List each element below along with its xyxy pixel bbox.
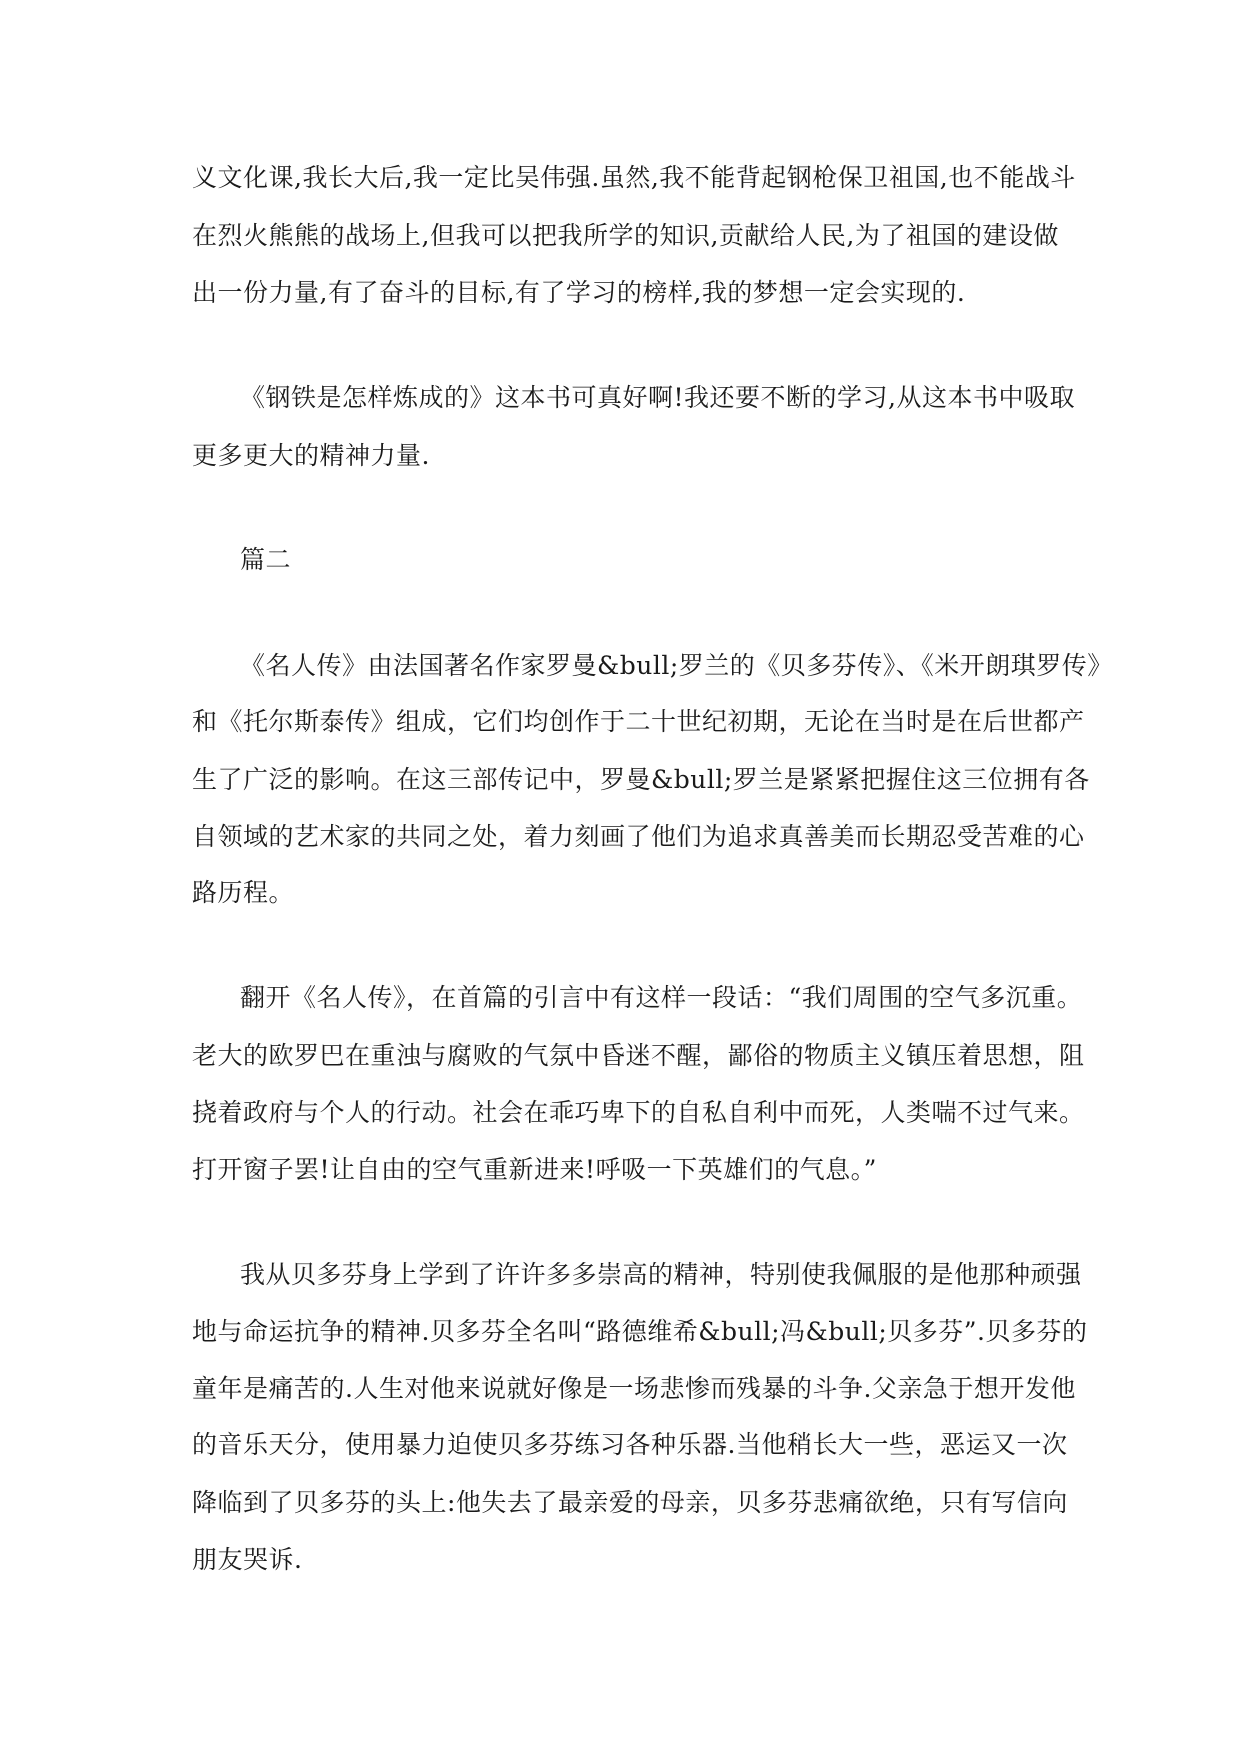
paragraph-3-line-1: 《名人传》由法国著名作家罗曼&bull;罗兰的《贝多芬传》、《米开朗琪罗传》 (240, 651, 1113, 680)
paragraph-1-line-1: 义文化课,我长大后,我一定比吴伟强.虽然,我不能背起钢枪保卫祖国,也不能战斗 (192, 163, 1076, 192)
paragraph-5-line-2: 地与命运抗争的精神.贝多芬全名叫“路德维希&bull;冯&bull;贝多芬”.贝多芬的 (192, 1317, 1088, 1346)
paragraph-4-line-1: 翻开《名人传》，在首篇的引言中有这样一段话：“我们周围的空气多沉重。 (240, 983, 1083, 1012)
paragraph-3-line-5: 路历程。 (192, 878, 295, 907)
paragraph-5-line-3: 童年是痛苦的.人生对他来说就好像是一场悲惨而残暴的斗争.父亲急于想开发他 (192, 1374, 1076, 1403)
paragraph-4-line-4: 打开窗子罢!让自由的空气重新进来!呼吸一下英雄们的气息。” (192, 1155, 877, 1184)
paragraph-5-line-6: 朋友哭诉. (192, 1545, 303, 1574)
paragraph-4-line-3: 挠着政府与个人的行动。社会在乖巧卑下的自私自利中而死，人类喘不过气来。 (192, 1098, 1085, 1127)
paragraph-2-line-1: 《钢铁是怎样炼成的》这本书可真好啊!我还要不断的学习,从这本书中吸取 (240, 383, 1075, 412)
paragraph-5-line-1: 我从贝多芬身上学到了许许多多崇高的精神，特别使我佩服的是他那种顽强 (240, 1260, 1082, 1289)
paragraph-3-line-2: 和《托尔斯泰传》组成，它们均创作于二十世纪初期，无论在当时是在后世都产 (192, 707, 1085, 736)
section-heading: 篇二 (240, 545, 292, 574)
paragraph-1-line-3: 出一份力量,有了奋斗的目标,有了学习的榜样,我的梦想一定会实现的. (192, 278, 966, 307)
paragraph-3-line-4: 自领域的艺术家的共同之处，着力刻画了他们为追求真善美而长期忍受苦难的心 (192, 822, 1085, 851)
paragraph-3-line-3: 生了广泛的影响。在这三部传记中，罗曼&bull;罗兰是紧紧把握住这三位拥有各 (192, 765, 1090, 794)
paragraph-1-line-2: 在烈火熊熊的战场上,但我可以把我所学的知识,贡献给人民,为了祖国的建设做 (192, 221, 1059, 250)
paragraph-5-line-5: 降临到了贝多芬的头上:他失去了最亲爱的母亲，贝多芬悲痛欲绝，只有写信向 (192, 1488, 1068, 1517)
paragraph-2-line-2: 更多更大的精神力量. (192, 441, 430, 470)
paragraph-4-line-2: 老大的欧罗巴在重浊与腐败的气氛中昏迷不醒，鄙俗的物质主义镇压着思想，阻 (192, 1041, 1085, 1070)
paragraph-5-line-4: 的音乐天分，使用暴力迫使贝多芬练习各种乐器.当他稍长大一些，恶运又一次 (192, 1430, 1068, 1459)
